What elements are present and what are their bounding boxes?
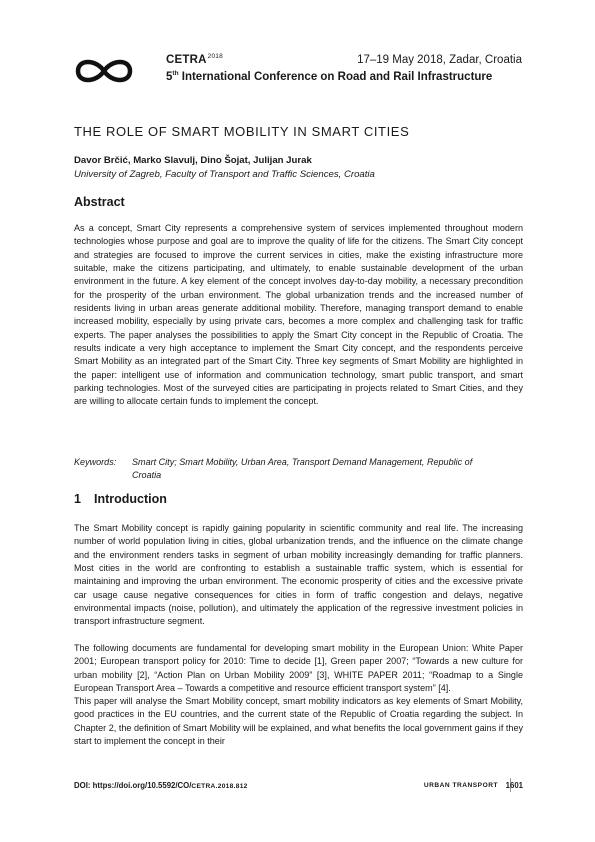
paper-title: THE ROLE OF SMART MOBILITY IN SMART CITIES [74, 124, 410, 139]
conference-short-name: $CETRA^{2018}$ [166, 53, 223, 66]
intro-paragraph-3: This paper will analyse the Smart Mobility concept, smart mobility indicators as key elements of Smart Mobility, good practices in the EU countries, and the current state of the Republic of Croatia regarding the subject. In Chapter 2, the definition of Smart Mobility will be explained, and what benefits the local government gains if they start to implement the concept in their [74, 696, 523, 747]
intro-paragraph-2: The following documents are fundamental for developing smart mobility in the European Union: White Paper 2001; European transport policy for 2010: Time to decide [1], Green paper 2007; “Towards a new culture for urban mobility [2], “Action Plan on Urban Mobility 2009” [3], WHITE PAPER 2011; “Roadmap to a Single European Transport Area – Towards a competitive and resource efficient transport system” [4]. [74, 643, 523, 694]
abstract-heading: Abstract [74, 195, 125, 209]
section-title: Introduction [94, 492, 167, 506]
cetra-logo-icon [74, 55, 134, 87]
keywords-label: Keywords: [74, 457, 117, 467]
conference-full-name: 5th International Conference on Road and Rail Infrastructure [166, 70, 493, 83]
paper-affiliation: University of Zagreb, Faculty of Transport and Traffic Sciences, Croatia [74, 169, 375, 180]
footer-doi: DOI: https://doi.org/10.5592/CO/CETRA.2018.812 [74, 781, 248, 790]
conference-date-location: 17–19 May 2018, Zadar, Croatia [357, 54, 522, 66]
keywords-text: Smart City; Smart Mobility, Urban Area, Transport Demand Management, Republic of Croatia [132, 457, 473, 480]
section-heading-introduction [74, 492, 167, 506]
paper-authors: Davor Brčić, Marko Slavulj, Dino Šojat, Julijan Jurak [74, 155, 312, 166]
footer-section-name: URBAN TRANSPORT [423, 782, 498, 789]
keywords [74, 456, 473, 480]
intro-paragraph-1: The Smart Mobility concept is rapidly gaining popularity in scientific community and real life. The increasing number of world population living in cities, global urbanization trends, and the influence on the climate change and the environment renders tasks in segment of urban mobility increasingly demanding for traffic planners. Most cities in the world are confronting to establish a sustainable traffic system, which is essential for maintaining and improving the urban environment. The economic prosperity of cities and the excessive private car usage cause negative consequences for cities in form of traffic congestion and delays, negative environmental impacts (noise, pollution), and ultimately the application of the regressive investment policies in transport infrastructure segment. [74, 523, 523, 627]
abstract-text: As a concept, Smart City represents a comprehensive system of services implemented throughout modern technologies whose purpose and goal are to improve the quality of life for the citizens. The Smart City concept and strategies are focused to improve the current services in cities, make the existing infrastructure more suitable, make the citizens participating, and ultimately, to enable sustainable development of the urban environment in the future. A key element of the concept involves day-to-day mobility, a necessary precondition for the prosperity of the urban environment. The global urbanization trends and the increased number of residents living in urban areas generate additional mobility. Therefore, managing transport demand to enable increased mobility, especially by using private cars, becomes a more complex and challenging task for traffic experts. The paper analyses the possibilities to apply the Smart City concept in the Republic of Croatia. The results indicate a very high acceptance to implement the Smart City concept, and the respondents perceive Smart Mobility as an integrated part of the Smart City. Three key segments of Smart Mobility are highlighted in the paper: intelligent use of information and communication technology, smart public transport, and smart parking technologies. Most of the surveyed cities are participating in projects related to Smart Cities, and they are willing to allocate certain funds to implement the concept. [74, 223, 523, 407]
footer-page-number: 1601 [505, 781, 523, 790]
section-number: 1 [74, 492, 81, 506]
